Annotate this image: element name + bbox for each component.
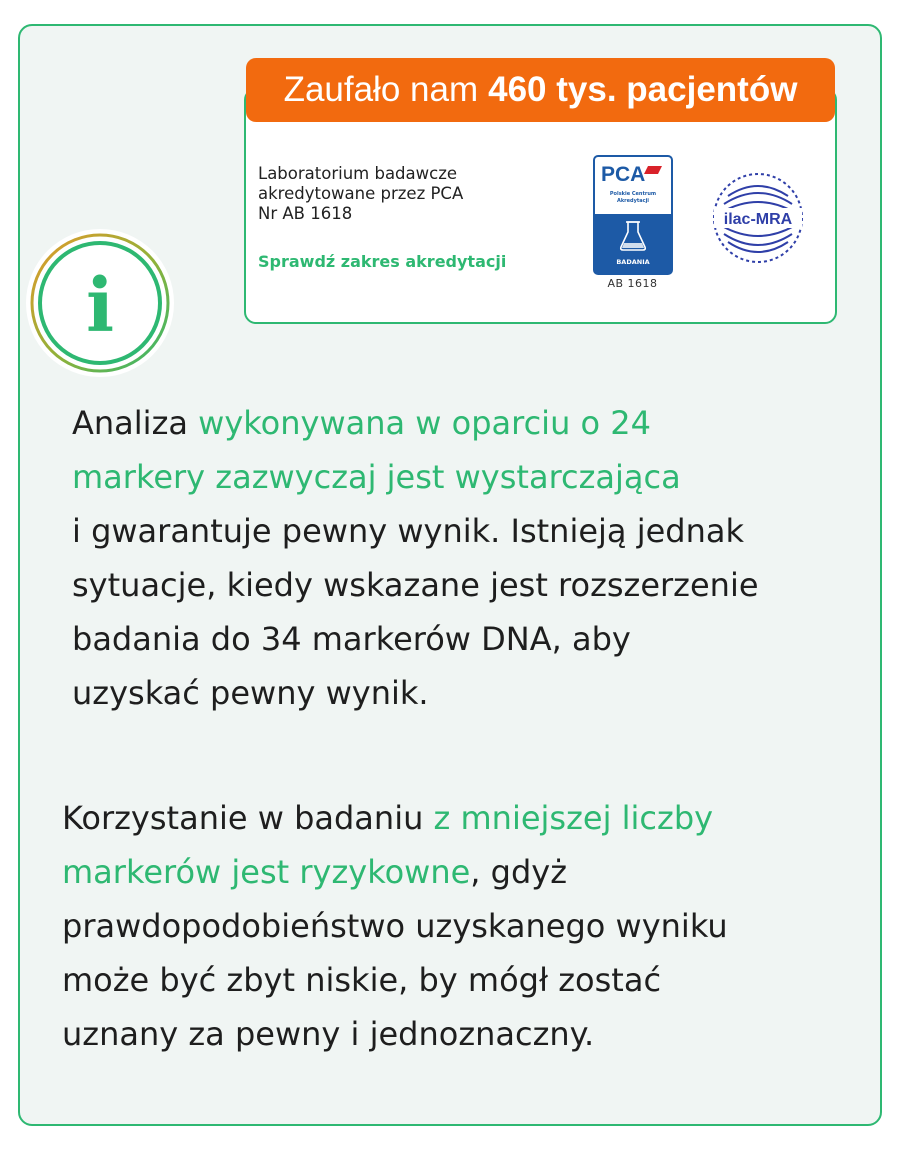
text-normal: Korzystanie w badaniu (62, 799, 434, 837)
info-glyph: i (85, 263, 115, 349)
paragraph-line (72, 396, 759, 450)
paragraph-line: i gwarantuje pewny wynik. Istnieją jednak (72, 512, 744, 550)
paragraph-line: może być zbyt niskie, by mógł zostać (62, 961, 662, 999)
pca-title: PCA (601, 163, 646, 186)
paragraph-line: uznany za pewny i jednoznaczny. (62, 1015, 595, 1053)
paragraph-analysis (72, 396, 759, 720)
paragraph-line: uzyskać pewny wynik. (72, 674, 429, 712)
paragraph-line: prawdopodobieństwo uzyskanego wyniku (62, 907, 728, 945)
paragraph-line (62, 845, 728, 899)
text-highlight: wykonywana w oparciu o 24 (198, 404, 651, 442)
pca-subtitle-line2: Akredytacji (616, 198, 650, 204)
ilac-text: ilac-MRA (723, 211, 793, 228)
text-normal: Analiza (72, 404, 199, 442)
accreditation-text (258, 164, 568, 224)
paragraph-line: badania do 34 markerów DNA, aby (72, 620, 631, 658)
text-normal: , gdyż (470, 853, 567, 891)
pca-subtitle-line1: Polskie Centrum (609, 191, 657, 197)
banner-bold-text: 460 tys. pacjentów (488, 70, 798, 109)
trust-banner (246, 58, 835, 122)
ilac-mra-logo (708, 168, 808, 268)
paragraph-risk (62, 791, 728, 1061)
accreditation-line: Laboratorium badawcze (258, 164, 458, 183)
paragraph-line (62, 791, 728, 845)
accreditation-scope-link[interactable]: Sprawdź zakres akredytacji (258, 252, 507, 271)
text-highlight: markerów jest ryzykowne (62, 853, 471, 891)
paragraph-line: sytuacje, kiedy wskazane jest rozszerzenie (72, 566, 759, 604)
pca-number: AB 1618 (607, 277, 658, 290)
banner-regular-text: Zaufało nam (283, 70, 479, 109)
accreditation-line: akredytowane przez PCA (258, 184, 464, 203)
accreditation-line: Nr AB 1618 (258, 204, 353, 223)
text-highlight: markery zazwyczaj jest wystarczająca (72, 458, 681, 496)
info-icon (24, 227, 176, 379)
pca-badge: BADANIA (616, 258, 650, 266)
text-highlight: z mniejszej liczby (433, 799, 714, 837)
